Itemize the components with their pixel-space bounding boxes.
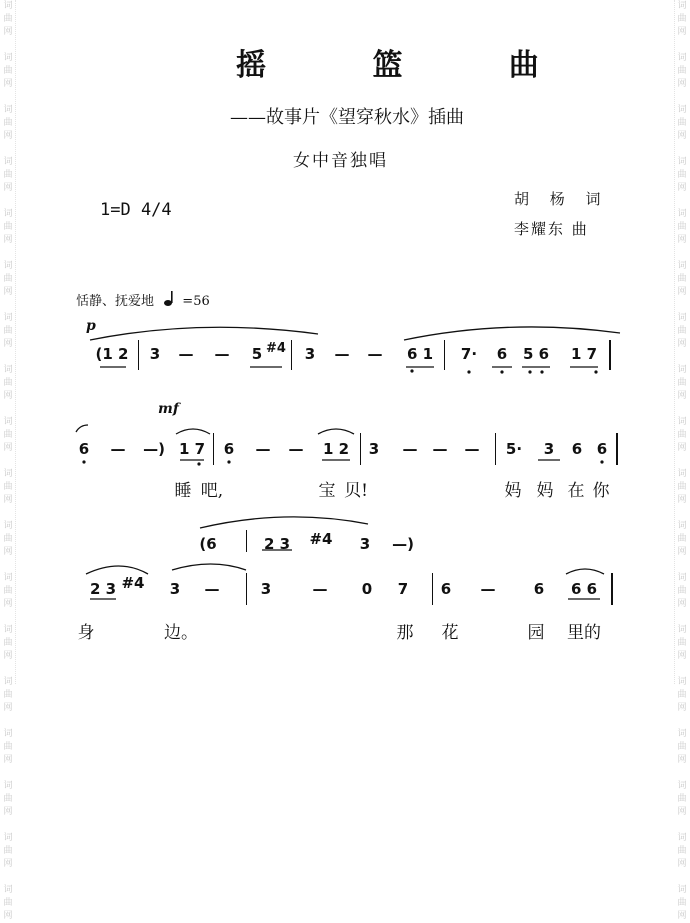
note: — <box>288 440 304 458</box>
note: — <box>334 345 350 363</box>
lyric: 里的 <box>567 623 601 643</box>
key-signature: 1=D 4/4 <box>100 200 172 220</box>
note: — <box>110 440 126 458</box>
note: —) <box>143 440 165 458</box>
note: 6 <box>496 345 508 363</box>
note: — <box>402 440 418 458</box>
slur <box>90 327 318 340</box>
note: 6 6 <box>570 580 598 598</box>
lyric: 宝 <box>318 481 336 501</box>
slurs <box>76 327 620 574</box>
note: 6 <box>571 440 583 458</box>
tempo-text: 恬静、抚爱地 <box>76 294 155 309</box>
note: 5 6 <box>522 345 550 363</box>
note: 6 <box>533 580 545 598</box>
note: 6 <box>223 440 235 458</box>
note: #4 <box>309 530 333 548</box>
note: —) <box>392 535 414 553</box>
note: #4 <box>121 574 145 592</box>
note: 3 <box>543 440 555 458</box>
voice-type: 女中音独唱 <box>293 151 388 171</box>
note: — <box>464 440 480 458</box>
lyric: 你 <box>592 481 610 501</box>
note: 2 3 <box>263 535 291 553</box>
lyric: 妈 <box>536 481 554 501</box>
note: 5 <box>251 345 263 363</box>
note: 3 <box>149 345 161 363</box>
beams <box>90 367 600 599</box>
note: (6 <box>199 535 217 553</box>
lyricist-credit: 胡 杨 词 <box>514 190 609 208</box>
note: — <box>255 440 271 458</box>
watermark-right: 词 曲 网 词 曲 网 词 曲 网 词 曲 网 词 曲 网 词 曲 网 词 曲 网 词 曲 网 词 曲 网 词 曲 网 词 曲 网 词 曲 网 词 曲 网 词 曲 网 词 曲 网 词 曲 网 词 曲 网 词 曲 网 <box>674 0 689 684</box>
lyric: 身 <box>77 623 95 643</box>
note: 5· <box>505 440 523 458</box>
lyric: 贝! <box>344 481 368 501</box>
lyric: 睡 <box>174 481 192 501</box>
note: — <box>214 345 230 363</box>
lyric: 园 <box>527 623 545 643</box>
slur <box>566 569 604 574</box>
note: 3 <box>368 440 380 458</box>
slur <box>172 564 246 570</box>
note: 1 2 <box>322 440 350 458</box>
note: 6 1 <box>406 345 434 363</box>
note: 6 <box>596 440 608 458</box>
tempo-value: =56 <box>182 294 210 309</box>
song-title: 摇 篮 曲 <box>236 48 587 83</box>
watermark-left: 词 曲 网 词 曲 网 词 曲 网 词 曲 网 词 曲 网 词 曲 网 词 曲 网 词 曲 网 词 曲 网 词 曲 网 词 曲 网 词 曲 网 词 曲 网 词 曲 网 词 曲 网 词 曲 网 词 曲 网 词 曲 网 <box>1 0 16 684</box>
lyric: 边。 <box>164 623 198 643</box>
lyric: 花 <box>441 623 459 643</box>
note: 3 <box>359 535 371 553</box>
lyric: 吧, <box>200 481 224 501</box>
note: 0 <box>361 580 373 598</box>
dynamic-mf: mf <box>158 401 179 417</box>
note: 1 7 <box>178 440 206 458</box>
composer-credit: 李耀东 曲 <box>514 220 589 238</box>
note: — <box>367 345 383 363</box>
slur <box>76 425 88 432</box>
note: 7· <box>460 345 478 363</box>
slur <box>404 327 620 340</box>
lyric: 在 <box>567 481 585 501</box>
note: 1 7 <box>570 345 598 363</box>
dynamic-p: p <box>86 318 96 334</box>
slur <box>86 566 148 574</box>
note: #4 <box>266 341 286 356</box>
note: — <box>480 580 496 598</box>
note: — <box>204 580 220 598</box>
song-subtitle: ——故事片《望穿秋水》插曲 <box>230 107 464 128</box>
octave-dots <box>82 369 603 465</box>
note: 3 <box>169 580 181 598</box>
note: 6 <box>440 580 452 598</box>
lyric: 那 <box>396 623 414 643</box>
slur <box>200 517 368 528</box>
note: — <box>312 580 328 598</box>
note: 3 <box>304 345 316 363</box>
slur <box>176 429 210 434</box>
note: 3 <box>260 580 272 598</box>
lyric: 妈 <box>504 481 522 501</box>
note: 2 3 <box>89 580 117 598</box>
note: — <box>178 345 194 363</box>
note: (1 2 <box>95 345 129 363</box>
slur <box>318 429 354 434</box>
note: 6 <box>78 440 90 458</box>
note: 7 <box>397 580 409 598</box>
note: — <box>432 440 448 458</box>
